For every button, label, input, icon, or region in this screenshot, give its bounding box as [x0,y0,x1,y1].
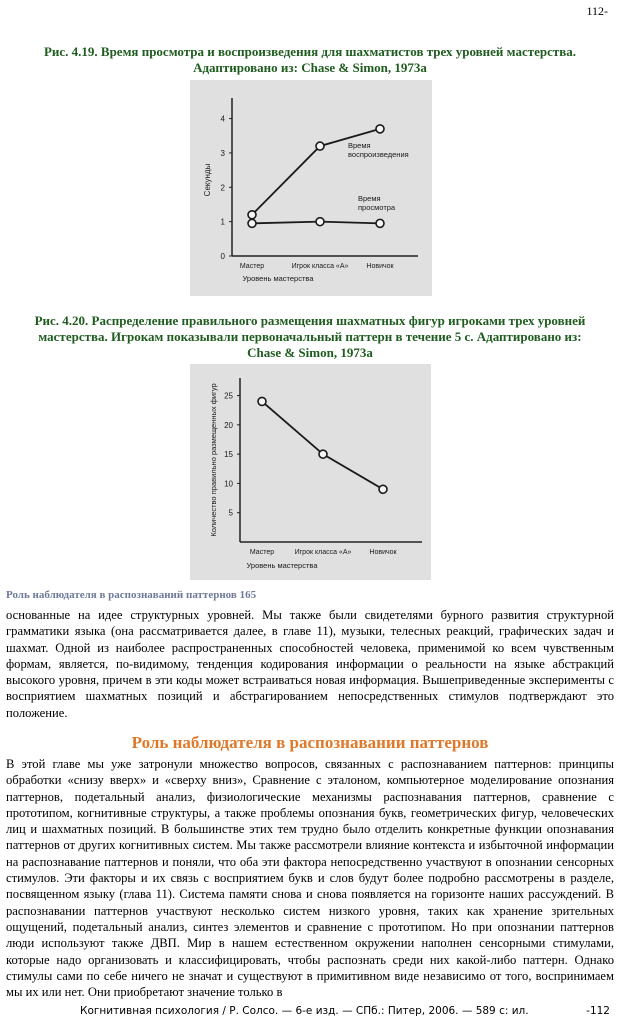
y-tick-label: 4 [220,114,225,124]
x-tick-label: Игрок класса «А» [291,263,349,270]
data-point [316,142,324,150]
caption-line: мастерства. Игрокам показывали первоначальный паттерн в течение 5 с. Адаптировано из: [38,329,582,344]
data-point [376,219,384,227]
body-paragraph: основанные на идее структурных уровней. Мы также были свидетелями бурного развития структурной грамматики языка (она рассматривается далее, в главе 11), музыки, телесных реакций, графических задач и шахмат. Одной из наиболее распространенных способностей человека, применимой ко всем чувственным формам, является, по-видимому, тенденция кодирования информации о реальности на языке абстракций высокого уровня, причем в эти коды может встраиваться новая информация. Вышеприведенные эксперименты с восприятием шахматных позиций и абстрагированием непосредственных стимулов подтверждают это положение. [6,608,614,720]
section-heading: Роль наблюдателя в распознавании паттернов [131,733,489,752]
data-point [379,485,387,493]
x-tick-label: Новичок [369,549,397,556]
chart-svg [190,364,431,580]
x-tick-label: Игрок класса «А» [294,549,352,556]
data-point [248,219,256,227]
y-tick-label: 2 [220,183,225,193]
footer-reference: Когнитивная психология / Р. Солсо. — 6-е изд. — СПб.: Питер, 2006. — 589 с: ил. [80,1005,529,1017]
figure-caption-4-19 [6,44,614,76]
data-point [319,450,327,458]
data-point [316,218,324,226]
x-tick-label: Мастер [249,549,275,556]
running-head: Роль наблюдателя в распознаваний паттернов 165 [6,589,257,601]
caption-line: Адаптировано из: Chase & Simon, 1973а [193,60,427,75]
x-axis-label: Уровень мастерства [242,274,314,283]
chart-correct-piece-placement [190,364,431,580]
y-tick-label: 25 [224,391,233,401]
series-label-line: Время [348,141,371,150]
x-axis-label: Уровень мастерства [246,561,318,570]
data-point [376,125,384,133]
y-tick-label: 1 [220,217,225,227]
series-line [262,401,383,489]
chart-viewing-reproduction-time [190,80,432,296]
figure-caption-4-20 [6,313,614,361]
x-tick-label: Мастер [239,263,265,270]
caption-line: Chase & Simon, 1973а [247,345,373,360]
y-axis-label: Секунды [203,163,212,197]
page-number-bottom: -112 [586,1005,610,1017]
caption-line: Рис. 4.19. Время просмотра и воспроизведения для шахматистов трех уровней мастерства. [43,44,577,59]
y-tick-label: 10 [224,479,233,489]
page-number-top: 112- [586,4,608,18]
series-label-line: просмотра [358,203,396,212]
data-point [248,211,256,219]
chart-svg [190,80,432,296]
series-label-line: воспроизведения [348,150,409,159]
x-tick-label: Новичок [366,263,394,270]
y-tick-label: 20 [224,420,233,430]
data-point [258,397,266,405]
y-axis-label: Количество правильно размещенных фигур [209,383,218,537]
y-tick-label: 3 [220,148,225,158]
series-label-line: Время [358,194,381,203]
y-tick-label: 15 [224,450,233,460]
y-tick-label: 0 [220,252,225,261]
caption-line: Рис. 4.20. Распределение правильного размещения шахматных фигур игроками трех уровней [34,313,586,328]
body-paragraph: В этой главе мы уже затронули множество вопросов, связанных с распознаванием паттернов: принципы обработки «снизу вверх» и «сверху вниз», Сравнение с эталоном, компьютерное моделирование опознания паттернов, подетальный анализ, физиологические механизмы распознавания паттернов, сравнение с прототипом, когнитивные структуры, а также проблемы опознания букв, геометрических фигур, человеческих лиц и шахматных позиций. В большинстве этих тем трудно было отделить конкретные функции опознавания паттернов от других когнитивных систем. Мы также рассмотрели влияние контекста и избыточной информации на распознавание паттернов и поняли, что оба эти фактора непосредственно участвуют в опознании сенсорных стимулов. Эти факторы и их связь с восприятием букв и слов будут более подробно рассмотрены в разделе, посвященном языку (глава 11). Система памяти снова и снова появляется на горизонте наших рассуждений. В распознавании паттернов участвуют несколько систем низкого уровня, таких как хранение зрительных ощущений, подетальный анализ, синтез элементов и сравнение с прототипом. Но при опознании паттернов люди используют также ДВП. Мир в нашем естественном окружении наполнен сенсорными стимулами, которые надо организовать и классифицировать, чтобы распознать среди них какой-либо паттерн. Однако стимулы сами по себе ничего не значат и существуют в примитивном виде независимо от того, воспринимаем мы их или нет. Они приобретают значение только в [6,757,614,1000]
y-tick-label: 5 [228,508,233,518]
